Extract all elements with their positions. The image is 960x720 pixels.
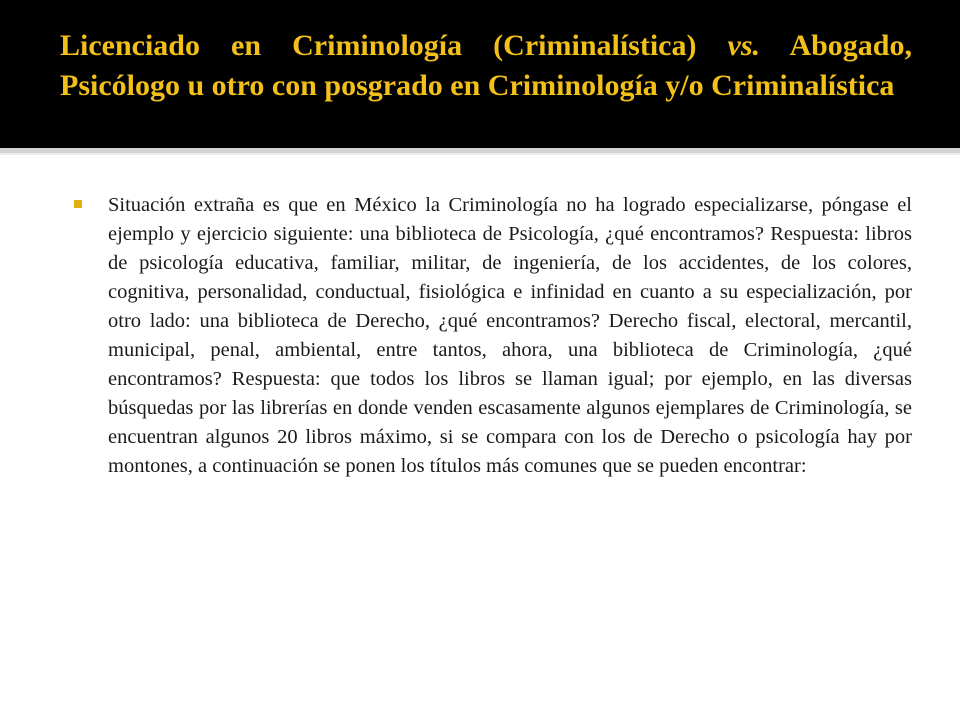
title-divider-shadow <box>0 153 960 155</box>
bullet-text: Situación extraña es que en México la Criminología no ha logrado especializarse, póngase el ejemplo y ejercicio siguiente: una biblioteca de Psicología, ¿qué encontramos? Respuesta: libros de psicología educativa, familiar, militar, de ingeniería, de los accidentes, de los colores, cognitiva, personalidad, conductual, fisiológica e infinidad en cuanto a su especialización, por otro lado: una biblioteca de Derecho, ¿qué encontramos? Derecho fiscal, electoral, mercantil, municipal, penal, ambiental, entre tantos, ahora, una biblioteca de Criminología, ¿qué encontramos? Respuesta: que todos los libros se llaman igual; por ejemplo, en las diversas búsquedas por las librerías en donde venden escasamente algunos ejemplares de Criminología, se encuentran algunos 20 libros máximo, si se compara con los de Derecho o psicología hay por montones, a continuación se ponen los títulos más comunes que se pueden encontrar: <box>108 194 912 477</box>
square-bullet-icon <box>74 200 82 208</box>
title-bar <box>0 0 960 148</box>
title-italic-vs: vs. <box>727 29 761 62</box>
title-part-1: Licenciado en Criminología (Criminalística) <box>60 29 728 62</box>
title-part-2: Abogado, Psicólogo u otro con posgrado en Criminología y/o Criminalística <box>60 29 912 102</box>
slide-title <box>60 26 912 106</box>
bullet-item <box>74 191 912 481</box>
slide-body <box>74 191 912 481</box>
